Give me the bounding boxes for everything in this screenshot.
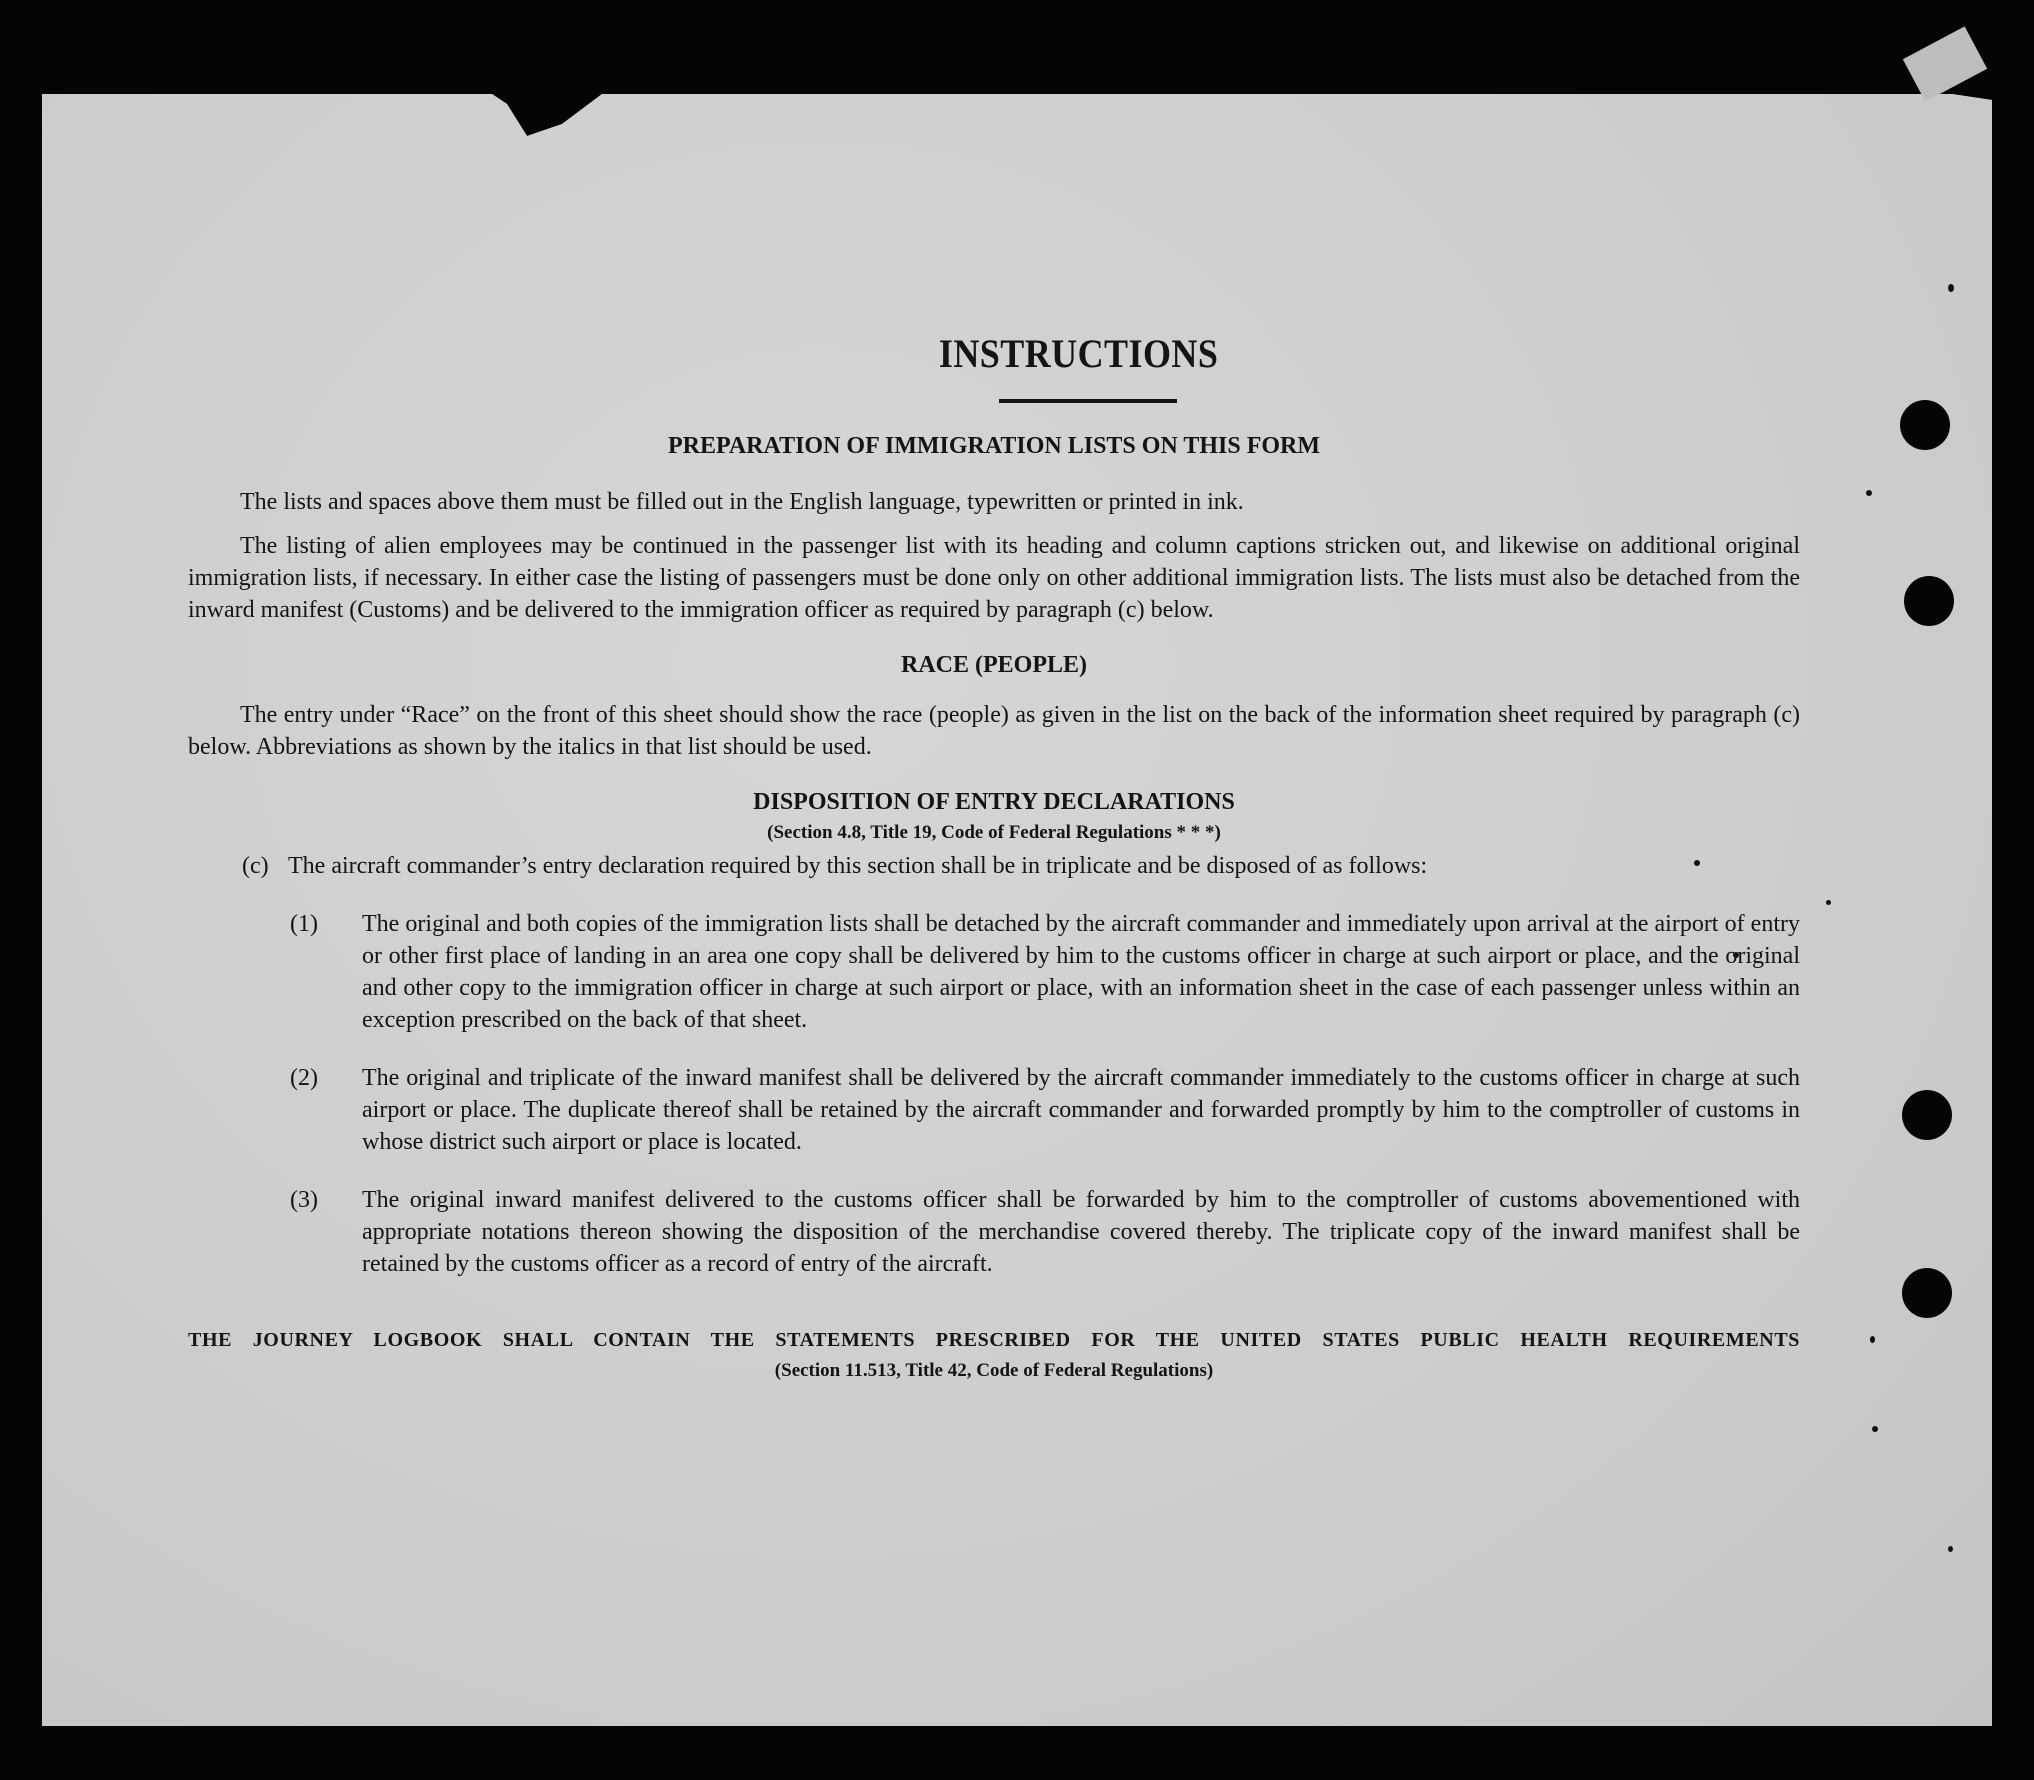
ink-speck bbox=[1826, 900, 1831, 905]
list-item bbox=[188, 1062, 1800, 1158]
item-text: The original inward manifest delivered to the customs officer shall be forwarded by him to the comptroller of customs abovementioned with appropriate notations thereon showing the disposition of the merchandise covered thereby. The triplicate copy of the inward manifest shall be retained by the customs officer as a record of entry of the aircraft. bbox=[362, 1187, 1800, 1277]
section-heading: RACE (PEOPLE) bbox=[901, 652, 1087, 678]
item-number: (3) bbox=[290, 1187, 318, 1213]
item-text: The original and triplicate of the inward manifest shall be delivered by the aircraft commander immediately to the customs officer in charge at such airport or place. The duplicate thereof shall be retained by the aircraft commander and forwarded promptly by him to the comptroller of customs in whose district such airport or place is located. bbox=[362, 1065, 1800, 1155]
paragraph: The entry under “Race” on the front of this sheet should show the race (people) as given in the list on the back of the information sheet required by paragraph (c) below. Abbreviations as shown by the italics in that list should be used. bbox=[188, 702, 1800, 760]
list-item bbox=[188, 908, 1800, 1036]
list-item bbox=[188, 850, 1800, 882]
list-item bbox=[188, 1184, 1800, 1280]
section-preparation bbox=[188, 433, 1800, 626]
section-heading: PREPARATION OF IMMIGRATION LISTS ON THIS FORM bbox=[667, 433, 1321, 459]
section-heading: DISPOSITION OF ENTRY DECLARATIONS bbox=[753, 789, 1235, 815]
paragraph: The lists and spaces above them must be filled out in the English language, typewritten or printed in ink. bbox=[240, 489, 1244, 515]
section-citation: (Section 4.8, Title 19, Code of Federal Regulations * * *) bbox=[767, 822, 1221, 843]
section-race bbox=[188, 652, 1800, 763]
torn-corner bbox=[1903, 26, 1987, 101]
item-text: The original and both copies of the immigration lists shall be detached by the aircraft commander and immediately upon arrival at the airport of entry or other first place of landing in an area one copy shall be delivered by him to the customs officer in charge at such airport or place, and the original and other copy to the immigration officer in charge at such airport or place, with an information sheet in the case of each passenger unless within an exception prescribed on the back of that sheet. bbox=[362, 911, 1800, 1033]
item-number: (1) bbox=[290, 911, 318, 937]
item-number: (2) bbox=[290, 1065, 318, 1091]
page-title: INSTRUCTIONS bbox=[938, 331, 1219, 376]
ink-speck bbox=[1870, 1336, 1875, 1343]
ink-speck bbox=[1948, 284, 1954, 292]
footer-statement: THE JOURNEY LOGBOOK SHALL CONTAIN THE STATEMENTS PRESCRIBED FOR THE UNITED STATES PUBLIC HEALTH REQUIREMENTS bbox=[188, 1329, 1800, 1351]
footer-notice bbox=[188, 1324, 1800, 1382]
section-disposition bbox=[188, 789, 1800, 1280]
punch-hole bbox=[1902, 1268, 1952, 1318]
instructions-content bbox=[188, 330, 1800, 1382]
ink-speck bbox=[1872, 1426, 1878, 1432]
footer-citation: (Section 11.513, Title 42, Code of Federal Regulations) bbox=[774, 1360, 1214, 1381]
item-text: The aircraft commander’s entry declaration required by this section shall be in triplicate and be disposed of as follows: bbox=[288, 853, 1428, 879]
ink-speck bbox=[1948, 1546, 1953, 1552]
punch-hole bbox=[1900, 400, 1950, 450]
title-underline bbox=[999, 399, 1177, 403]
ink-speck bbox=[1866, 490, 1872, 496]
punch-hole bbox=[1902, 1090, 1952, 1140]
punch-hole bbox=[1904, 576, 1954, 626]
item-number: (c) bbox=[242, 853, 269, 879]
paragraph: The listing of alien employees may be continued in the passenger list with its heading and column captions stricken out, and likewise on additional original immigration lists, if necessary. In either case the listing of passengers must be done only on other additional immigration lists. The lists must also be detached from the inward manifest (Customs) and be delivered to the immigration officer as required by paragraph (c) below. bbox=[188, 533, 1800, 623]
